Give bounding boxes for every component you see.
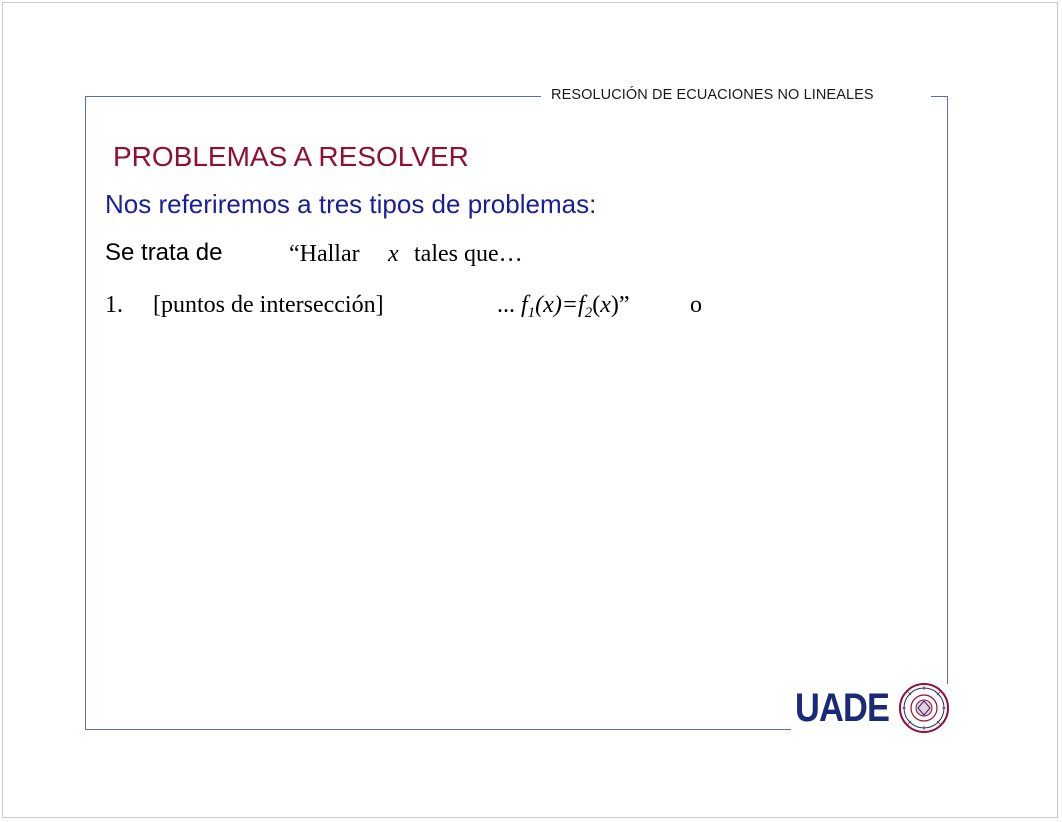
formula-close-quote: )”	[610, 292, 630, 318]
frame-left-line	[85, 96, 86, 730]
frame-top-right-line	[931, 96, 947, 97]
item-number: 1.	[105, 292, 123, 318]
frame-right-line	[947, 96, 948, 684]
lead-variable: x	[388, 241, 399, 267]
lead-quote-rest: tales que…	[414, 241, 523, 267]
university-seal-icon	[898, 682, 950, 734]
uade-logo	[795, 683, 950, 733]
lead-quote-open: “Hallar	[289, 241, 360, 267]
lead-text: Se trata de	[105, 239, 223, 266]
formula-f1: f	[521, 292, 528, 318]
formula-f2: f	[578, 292, 585, 318]
formula-x1: (x)=	[535, 292, 579, 318]
item-tail: o	[690, 292, 702, 318]
frame-bottom-line	[85, 729, 791, 730]
item-formula	[497, 292, 630, 322]
formula-sub2: 2	[584, 305, 593, 321]
formula-open-paren: (	[592, 292, 601, 318]
formula-ellipsis: ...	[497, 292, 515, 318]
uade-logo-text: UADE	[795, 685, 890, 730]
slide-header: RESOLUCIÓN DE ECUACIONES NO LINEALES	[551, 87, 874, 103]
formula-x2: x	[600, 292, 611, 318]
formula-sub1: 1	[527, 305, 536, 321]
slide-subtitle: Nos referiremos a tres tipos de problemas:	[105, 189, 597, 219]
item-text: [puntos de intersección]	[153, 292, 384, 318]
slide-canvas	[2, 2, 1058, 818]
slide-title: PROBLEMAS A RESOLVER	[113, 141, 469, 172]
frame-top-left-line	[85, 96, 541, 97]
